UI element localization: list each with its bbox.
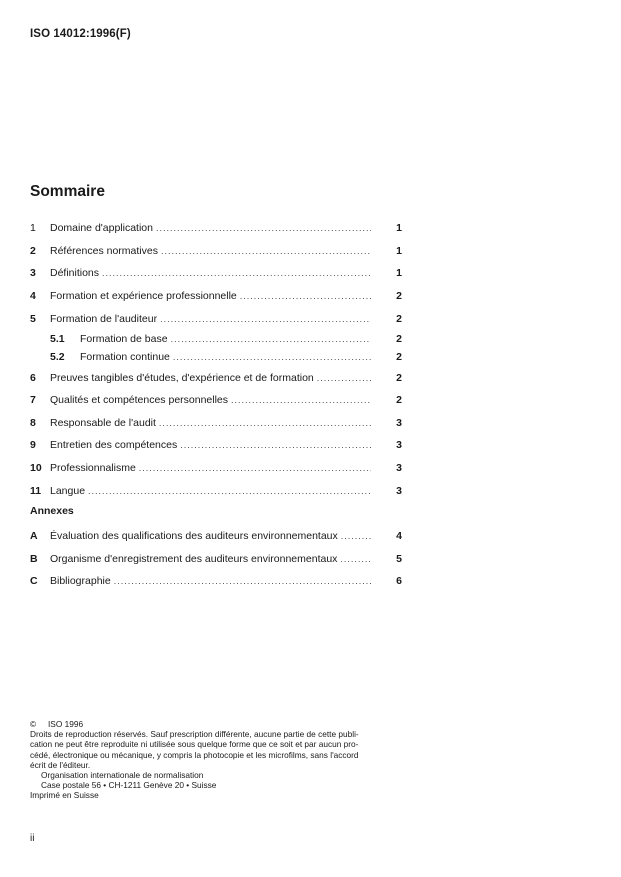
- toc-number: 7: [30, 394, 36, 406]
- toc-number: 3: [30, 267, 36, 279]
- toc-number: 10: [30, 462, 42, 474]
- toc-title: Entretien des compétences: [50, 439, 178, 451]
- toc-page: 2: [396, 290, 402, 302]
- toc-number: 6: [30, 372, 36, 384]
- toc-entry-10: [30, 460, 402, 476]
- toc-title: Qualités et compétences personnelles: [50, 394, 229, 406]
- toc-leader: [240, 288, 371, 304]
- page-number: ii: [30, 833, 35, 844]
- toc-leader: [102, 265, 371, 281]
- toc-page: 3: [396, 439, 402, 451]
- toc-page: 6: [396, 575, 402, 587]
- document-id: ISO 14012:1996(F): [30, 28, 131, 40]
- toc-leader: [88, 483, 371, 499]
- toc-entry-1: [30, 220, 402, 236]
- toc-title: Définitions: [50, 267, 100, 279]
- toc-entry-4: [30, 288, 402, 304]
- toc-leader: [160, 311, 371, 327]
- annexes-heading: Annexes: [30, 505, 74, 517]
- toc-page: 4: [396, 530, 402, 542]
- toc-leader: [171, 331, 371, 347]
- toc-page: 3: [396, 485, 402, 497]
- printed-in: Imprimé en Suisse: [30, 790, 99, 801]
- rights-text-4: écrit de l'éditeur.: [30, 759, 91, 770]
- toc-leader: [317, 370, 371, 386]
- rights-text-1: Droits de reproduction réservés. Sauf prescription différente, aucune partie de cette publi-: [30, 729, 359, 740]
- toc-entry-9: [30, 437, 402, 453]
- toc-leader: [340, 551, 371, 567]
- toc-leader: [161, 243, 371, 259]
- toc-number: 5.1: [50, 333, 65, 345]
- toc-number: 5.2: [50, 351, 65, 363]
- annex-entry-b: [30, 551, 402, 567]
- toc-number: 11: [30, 485, 42, 497]
- rights-text-3: cédé, électronique ou mécanique, y compris la photocopie et les microfilms, sans l'accord: [30, 749, 359, 760]
- toc-title: Langue: [50, 485, 86, 497]
- toc-page: 2: [396, 333, 402, 345]
- toc-leader: [180, 437, 371, 453]
- organisation-name: Organisation internationale de normalisation: [41, 770, 204, 781]
- toc-entry-7: [30, 392, 402, 408]
- toc-title: Références normatives: [50, 245, 158, 257]
- toc-leader: [231, 392, 371, 408]
- toc-page: 1: [396, 245, 402, 257]
- toc-number: C: [30, 575, 38, 587]
- toc-entry-3: [30, 265, 402, 281]
- toc-number: 8: [30, 417, 36, 429]
- toc-entry-8: [30, 415, 402, 431]
- copyright-line: [30, 719, 380, 729]
- copyright-symbol: ©: [30, 719, 37, 729]
- toc-page: 2: [396, 351, 402, 363]
- toc-number: B: [30, 553, 38, 565]
- toc-leader: [341, 528, 371, 544]
- toc-title: Formation de l'auditeur: [50, 313, 158, 325]
- copyright-year: ISO 1996: [48, 719, 84, 729]
- toc-entry-2: [30, 243, 402, 259]
- toc-title: Formation continue: [80, 351, 170, 363]
- toc-number: 1: [30, 222, 36, 234]
- toc-title: Responsable de l'audit: [50, 417, 156, 429]
- toc-number: 2: [30, 245, 36, 257]
- toc-leader: [159, 415, 371, 431]
- toc-number: 5: [30, 313, 36, 325]
- annex-entry-c: [30, 573, 402, 589]
- toc-entry-5: [30, 311, 402, 327]
- toc-page: 2: [396, 313, 402, 325]
- toc-page: 1: [396, 267, 402, 279]
- toc-entry-5-2: [30, 349, 402, 365]
- toc-leader: [114, 573, 371, 589]
- organisation-address: Case postale 56 • CH-1211 Genève 20 • Suisse: [41, 780, 217, 791]
- toc-leader: [173, 349, 371, 365]
- toc-title: Organisme d'enregistrement des auditeurs environnementaux: [50, 553, 338, 565]
- toc-title: Évaluation des qualifications des auditeurs environnementaux: [50, 530, 338, 542]
- toc-leader: [156, 220, 371, 236]
- toc-leader: [139, 460, 371, 476]
- toc-number: 9: [30, 439, 36, 451]
- toc-title: Formation et expérience professionnelle: [50, 290, 237, 302]
- toc-page: 2: [396, 394, 402, 406]
- annex-entry-a: [30, 528, 402, 544]
- toc-page: 3: [396, 462, 402, 474]
- toc-entry-11: [30, 483, 402, 499]
- toc-entry-5-1: [30, 331, 402, 347]
- page-title: Sommaire: [30, 183, 105, 200]
- copyright-notice: [30, 719, 380, 801]
- toc-page: 5: [396, 553, 402, 565]
- toc-page: 1: [396, 222, 402, 234]
- toc-title: Bibliographie: [50, 575, 111, 587]
- toc-number: 4: [30, 290, 36, 302]
- toc-title: Domaine d'application: [50, 222, 153, 234]
- toc-entry-6: [30, 370, 402, 386]
- toc-title: Formation de base: [80, 333, 168, 345]
- toc-page: 3: [396, 417, 402, 429]
- toc-title: Professionnalisme: [50, 462, 136, 474]
- toc-title: Preuves tangibles d'études, d'expérience et de formation: [50, 372, 314, 384]
- toc-number: A: [30, 530, 38, 542]
- toc-page: 2: [396, 372, 402, 384]
- rights-text-2: cation ne peut être reproduite ni utilisée sous quelque forme que ce soit et par aucun pro-: [30, 739, 359, 750]
